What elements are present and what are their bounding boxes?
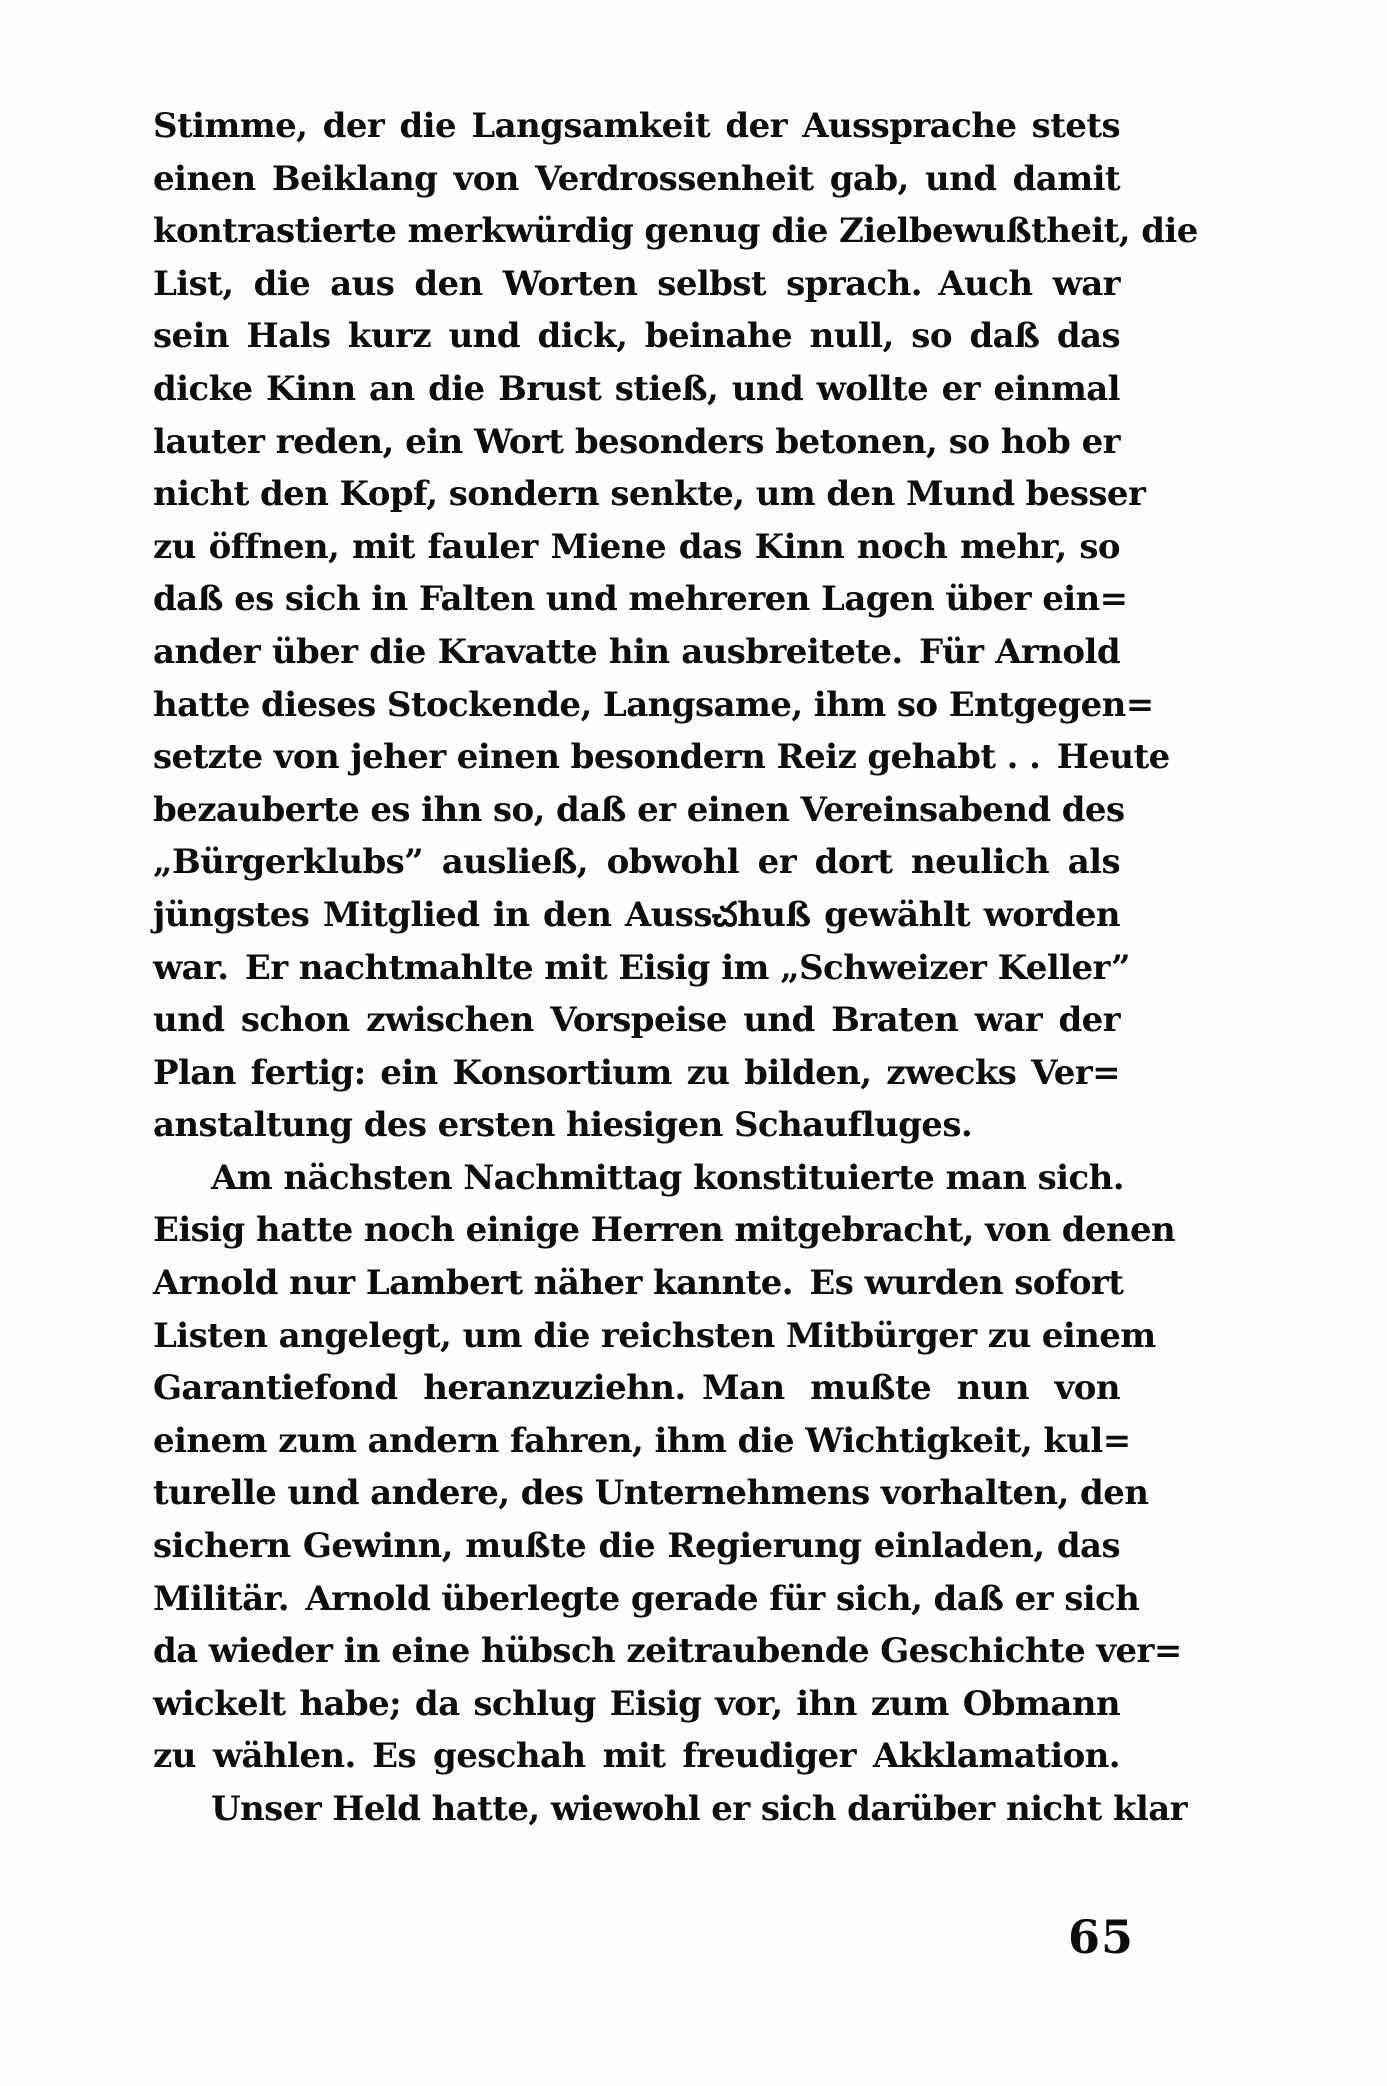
text-block <box>153 100 1198 1836</box>
text-line: zu wählen. Es geschah mit freudiger Akklamation. <box>153 1736 1120 1777</box>
text-line: Unser Held hatte, wiewohl er sich darüber nicht klar <box>211 1789 1187 1829</box>
text-line: zu öffnen, mit fauler Miene das Kinn noch mehr, so <box>153 526 1120 567</box>
paragraph <box>153 100 1198 1152</box>
text-line: kontrastierte merkwürdig genug die Zielbewußtheit, die <box>153 211 1198 252</box>
text-line: anstaltung des ersten hiesigen Schaufluges. <box>153 1105 973 1146</box>
text-line: dicke Kinn an die Brust stieß, und wollte er einmal <box>153 368 1120 409</box>
text-line: nicht den Kopf, sondern senkte, um den Mund besser <box>153 474 1146 515</box>
text-line: und schon zwischen Vorspeise und Braten war der <box>153 1000 1120 1041</box>
text-line: bezauberte es ihn so, daß er einen Vereinsabend des <box>153 789 1125 830</box>
text-line: da wieder in eine hübsch zeitraubende Geschichte ver= <box>153 1631 1182 1672</box>
paragraph <box>153 1783 1187 1836</box>
text-line: wickelt habe; da schlug Eisig vor, ihn zum Obmann <box>153 1683 1120 1724</box>
text-line: Eisig hatte noch einige Herren mitgebracht, von denen <box>153 1210 1176 1251</box>
text-line: war. Er nachtmahlte mit Eisig im „Schweizer Keller” <box>153 947 1130 988</box>
text-line: List, die aus den Worten selbst sprach. Auch war <box>153 263 1120 304</box>
text-line: einen Beiklang von Verdrossenheit gab, und damit <box>153 158 1120 199</box>
text-line: einem zum andern fahren, ihm die Wichtigkeit, kul= <box>153 1420 1131 1461</box>
paragraph <box>153 1152 1182 1783</box>
text-line: jüngstes Mitglied in den Aussచhuß gewählt worden <box>153 894 1120 935</box>
page-number: 65 <box>1068 1910 1135 1964</box>
text-line: turelle und andere, des Unternehmens vorhalten, den <box>153 1473 1149 1514</box>
text-line: lauter reden, ein Wort besonders betonen, so hob er <box>153 421 1120 462</box>
text-line: Militär. Arnold überlegte gerade für sich, daß er sich <box>153 1578 1140 1619</box>
text-line: sein Hals kurz und dick, beinahe null, so daß das <box>153 316 1120 357</box>
text-line: hatte dieses Stockende, Langsame, ihm so Entgegen= <box>153 684 1154 725</box>
text-line: sichern Gewinn, mußte die Regierung einladen, das <box>153 1526 1120 1567</box>
text-line: Listen angelegt, um die reichsten Mitbürger zu einem <box>153 1315 1156 1356</box>
text-line: Am nächsten Nachmittag konstituierte man sich. <box>211 1157 1124 1198</box>
text-line: Garantiefond heranzuziehn. Man mußte nun von <box>153 1368 1120 1409</box>
text-line: setzte von jeher einen besondern Reiz gehabt . . Heute <box>153 737 1170 778</box>
text-line: Plan fertig: ein Konsortium zu bilden, zwecks Ver= <box>153 1052 1120 1093</box>
text-line: Stimme, der die Langsamkeit der Aussprache stets <box>153 106 1120 146</box>
text-line: „Bürgerklubs” ausließ, obwohl er dort neulich als <box>153 842 1120 883</box>
text-line: ander über die Kravatte hin ausbreitete. Für Arnold <box>153 631 1120 672</box>
text-line: Arnold nur Lambert näher kannte. Es wurden sofort <box>153 1263 1124 1304</box>
text-line: daß es sich in Falten und mehreren Lagen über ein= <box>153 579 1128 620</box>
